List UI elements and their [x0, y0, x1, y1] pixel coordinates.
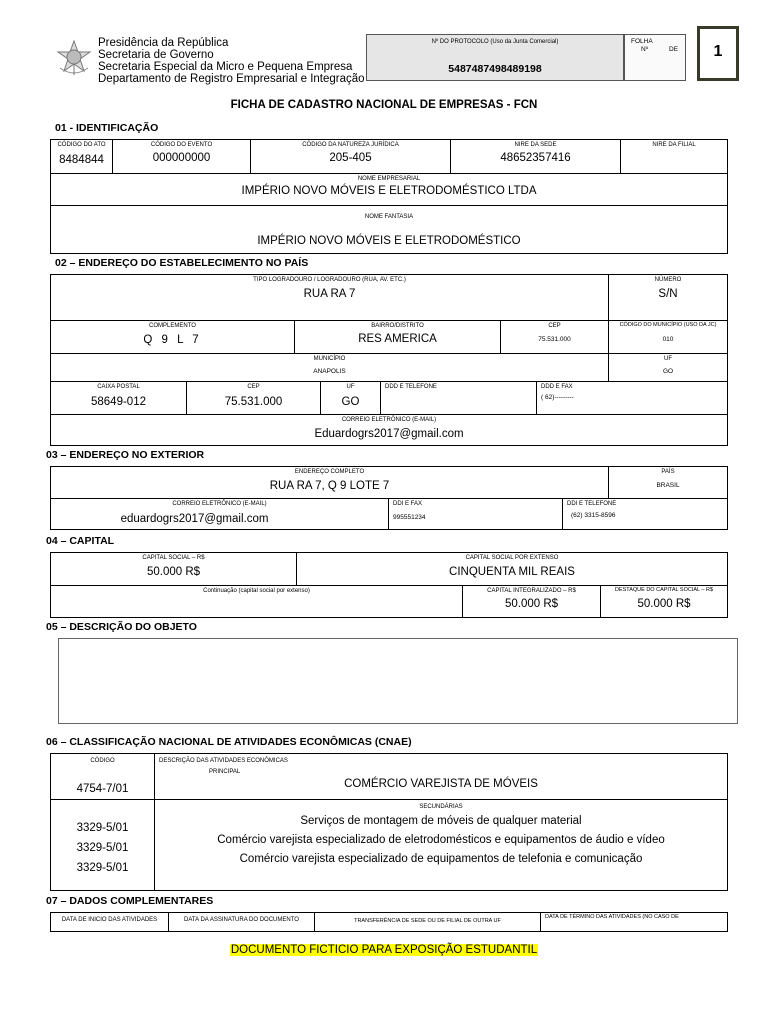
caixa-postal-label: CAIXA POSTAL [97, 384, 140, 390]
footer-note [0, 940, 768, 958]
secundarias-desc-cell [155, 800, 727, 890]
email-exterior-label: CORREIO ELETRÔNICO (E-MAIL) [172, 501, 267, 507]
termino-label: DATA DE TÉRMINO DAS ATIVIDADES (NO CASO DE [545, 914, 679, 920]
nome-empresarial-label: NOME EMPRESARIAL [357, 176, 421, 182]
email-value: Eduardogrs2017@gmail.com [314, 428, 464, 440]
ddi-telefone-value: (62) 3315-8596 [571, 512, 616, 519]
org-line-3: Secretaria Especial da Micro e Pequena Empresa [98, 61, 353, 73]
protocol-number: 5487487498489198 [448, 63, 542, 75]
complemento-cell [51, 321, 295, 354]
uf-label: UF [664, 356, 672, 362]
secundaria-code-1: 3329-5/01 [76, 822, 129, 834]
assinatura-label: DATA DA ASSINATURA DO DOCUMENTO [184, 917, 299, 923]
page-number-box [697, 26, 739, 81]
nome-empresarial-cell [51, 174, 727, 206]
folha-de-label: DE [669, 46, 679, 53]
endereco-cell [51, 467, 609, 499]
cep2-value: 75.531.000 [224, 396, 283, 408]
org-line-2: Secretaria de Governo [98, 49, 214, 61]
complemento-value: Q 9 L 7 [143, 334, 202, 346]
uf-value: GO [662, 368, 674, 375]
municipio-label: MUNICÍPIO [313, 356, 346, 362]
transferencia-cell [315, 913, 541, 931]
nome-fantasia-value: IMPÉRIO NOVO MÓVEIS E ELETRODOMÉSTICO [257, 235, 521, 247]
bairro-label: BAIRRO/DISTRITO [371, 323, 424, 329]
secundaria-desc-3: Comércio varejista especializado de equipamentos de telefonia e comunicação [239, 853, 643, 865]
bairro-cell [295, 321, 501, 354]
ddi-fax-label: DDI E FAX [393, 501, 423, 507]
nire-sede-label: NIRE DA SEDE [514, 142, 557, 148]
pais-label: PAÍS [661, 469, 675, 475]
endereco-value: RUA RA 7, Q 9 LOTE 7 [269, 480, 390, 492]
transferencia-label: TRANSFERÊNCIA DE SEDE OU DE FILIAL DE OUTRA UF [354, 918, 501, 924]
cod-municipio-value: 010 [662, 336, 674, 343]
section-04-title: 04 – CAPITAL [46, 535, 115, 547]
cod-municipio-cell [609, 321, 727, 354]
org-line-4: Departamento de Registro Empresarial e Integração [98, 73, 365, 85]
ddd-fax-label: DDD E FAX [541, 384, 573, 390]
secundaria-desc-1: Serviços de montagem de móveis de qualquer material [300, 815, 582, 827]
numero-cell [609, 275, 727, 321]
codigo-evento-cell [113, 140, 251, 174]
codigo-ato-cell [51, 140, 113, 174]
uf2-value: GO [341, 396, 360, 408]
inicio-cell [51, 913, 169, 931]
nire-filial-label: NIRE DA FILIAL [652, 142, 696, 148]
page-title: FICHA DE CADASTRO NACIONAL DE EMPRESAS - FCN [230, 99, 538, 111]
nome-fantasia-cell [51, 206, 727, 253]
termino-cell [541, 913, 727, 931]
org-line-1: Presidência da República [98, 37, 229, 49]
protocol-label: Nº DO PROTOCOLO (Uso da Junta Comercial) [431, 39, 559, 45]
capital-label: CAPITAL SOCIAL – R$ [142, 555, 205, 561]
pais-cell [609, 467, 727, 499]
section-07-title: 07 – DADOS COMPLEMENTARES [46, 895, 214, 907]
natureza-cell [251, 140, 451, 174]
numero-value: S/N [658, 288, 678, 300]
ddd-telefone-cell [381, 382, 537, 415]
nome-fantasia-label: NOME FANTASIA [364, 214, 414, 220]
secundaria-desc-2: Comércio varejista especializado de eletrodomésticos e equipamentos de áudio e vídeo [217, 834, 665, 846]
uf-cell [609, 354, 727, 382]
secundarias-codes-cell [51, 800, 155, 890]
email-exterior-cell [51, 499, 389, 529]
page-number: 1 [713, 43, 723, 60]
uf2-cell [321, 382, 381, 415]
cep-cell [501, 321, 609, 354]
capital-value: 50.000 R$ [146, 566, 201, 578]
section-03-title: 03 – ENDEREÇO NO EXTERIOR [46, 449, 205, 461]
codigo-ato-label: CÓDIGO DO ATO [57, 142, 106, 148]
folha-n-label: Nº [641, 46, 649, 53]
cep-value: 75.531.000 [538, 336, 571, 343]
extenso-cell [297, 553, 727, 586]
footer-note-text: DOCUMENTO FICTICIO PARA EXPOSIÇÃO ESTUDANTIL [230, 944, 538, 956]
uf2-label: UF [346, 384, 355, 390]
secundaria-code-2: 3329-5/01 [76, 842, 129, 854]
ddd-telefone-label: DDD E TELEFONE [385, 384, 437, 390]
codigo-label: CÓDIGO [90, 758, 115, 764]
nire-sede-value: 48652357416 [500, 152, 571, 164]
principal-label: PRINCIPAL [209, 769, 241, 775]
destaque-label: DESTAQUE DO CAPITAL SOCIAL – R$ [614, 587, 714, 593]
ddd-fax-value: ( 62)--------- [541, 394, 574, 401]
ddi-fax-value: 995551234 [393, 514, 426, 521]
email-exterior-value: eduardogrs2017@gmail.com [120, 513, 269, 525]
nire-sede-cell [451, 140, 621, 174]
section-01-box [50, 139, 728, 254]
inicio-label: DATA DE INICIO DAS ATIVIDADES [61, 917, 158, 923]
principal-desc-cell [155, 754, 727, 800]
ddd-fax-cell [537, 382, 727, 415]
codigo-ato-value: 8484844 [59, 154, 104, 166]
pais-value: BRASIL [656, 482, 680, 489]
codigo-evento-label: CÓDIGO DO EVENTO [150, 142, 213, 148]
section-02-title: 02 – ENDEREÇO DO ESTABELECIMENTO NO PAÍS [55, 257, 309, 269]
complemento-label: COMPLEMENTO [149, 323, 196, 329]
numero-label: NÚMERO [654, 277, 682, 283]
principal-code: 4754-7/01 [76, 783, 129, 795]
section-03-box [50, 466, 728, 530]
continuacao-label: Continuação (capital social por extenso) [203, 588, 310, 594]
assinatura-cell [169, 913, 315, 931]
nome-empresarial-value: IMPÉRIO NOVO MÓVEIS E ELETRODOMÉSTICO LTDA [241, 185, 537, 197]
extenso-label: CAPITAL SOCIAL POR EXTENSO [465, 555, 559, 561]
secundaria-code-3: 3329-5/01 [76, 862, 129, 874]
nire-filial-cell [621, 140, 727, 174]
logradouro-label: TIPO LOGRADOURO / LOGRADOURO (RUA, AV. ETC.) [253, 277, 406, 283]
municipio-cell [51, 354, 609, 382]
section-07-box [50, 912, 728, 932]
folha-box [624, 34, 686, 81]
ddi-telefone-label: DDI E TELEFONE [567, 501, 617, 507]
section-01-title: 01 - IDENTIFICAÇÃO [55, 122, 159, 134]
section-05-title: 05 – DESCRIÇÃO DO OBJETO [46, 621, 197, 633]
ddi-fax-cell [389, 499, 563, 529]
principal-desc: COMÉRCIO VAREJISTA DE MÓVEIS [344, 778, 538, 790]
caixa-postal-value: 58649-012 [91, 396, 146, 408]
cep2-label: CEP [247, 384, 260, 390]
integralizado-value: 50.000 R$ [504, 598, 559, 610]
objeto-textarea[interactable] [58, 638, 738, 724]
cep-label: CEP [548, 323, 561, 329]
descricao-label: DESCRIÇÃO DAS ATIVIDADES ECONÔMICAS [159, 758, 288, 764]
natureza-label: CÓDIGO DA NATUREZA JURÍDICA [302, 142, 399, 148]
email-label: CORREIO ELETRÔNICO (E-MAIL) [341, 417, 437, 423]
section-06-title: 06 – CLASSIFICAÇÃO NACIONAL DE ATIVIDADES ECONÔMICAS (CNAE) [46, 736, 412, 748]
protocol-box [366, 34, 624, 81]
endereco-label: ENDEREÇO COMPLETO [294, 469, 365, 475]
bairro-value: RES AMERICA [358, 333, 437, 345]
section-02-box [50, 274, 728, 446]
logradouro-cell [51, 275, 609, 321]
email-cell [51, 415, 727, 445]
ddi-telefone-cell [563, 499, 727, 529]
folha-label: FOLHA [631, 38, 653, 45]
natureza-value: 205-405 [329, 152, 372, 164]
cep2-cell [187, 382, 321, 415]
extenso-value: CINQUENTA MIL REAIS [449, 566, 575, 578]
secundarias-label: SECUNDÁRIAS [419, 804, 463, 810]
municipio-value: ANAPOLIS [313, 368, 346, 375]
continuacao-cell [51, 586, 463, 617]
codigo-header-cell [51, 754, 155, 800]
cod-municipio-label: CÓDIGO DO MUNICÍPIO (USO DA JC) [619, 322, 717, 328]
logradouro-value: RUA RA 7 [303, 288, 356, 300]
capital-cell [51, 553, 297, 586]
section-04-box [50, 552, 728, 618]
codigo-evento-value: 000000000 [152, 152, 211, 164]
caixa-postal-cell [51, 382, 187, 415]
section-06-box [50, 753, 728, 891]
integralizado-cell [463, 586, 601, 617]
destaque-value: 50.000 R$ [637, 598, 691, 610]
integralizado-label: CAPITAL INTEGRALIZADO – R$ [487, 588, 576, 594]
coat-of-arms-icon [54, 38, 94, 78]
destaque-cell [601, 586, 727, 617]
